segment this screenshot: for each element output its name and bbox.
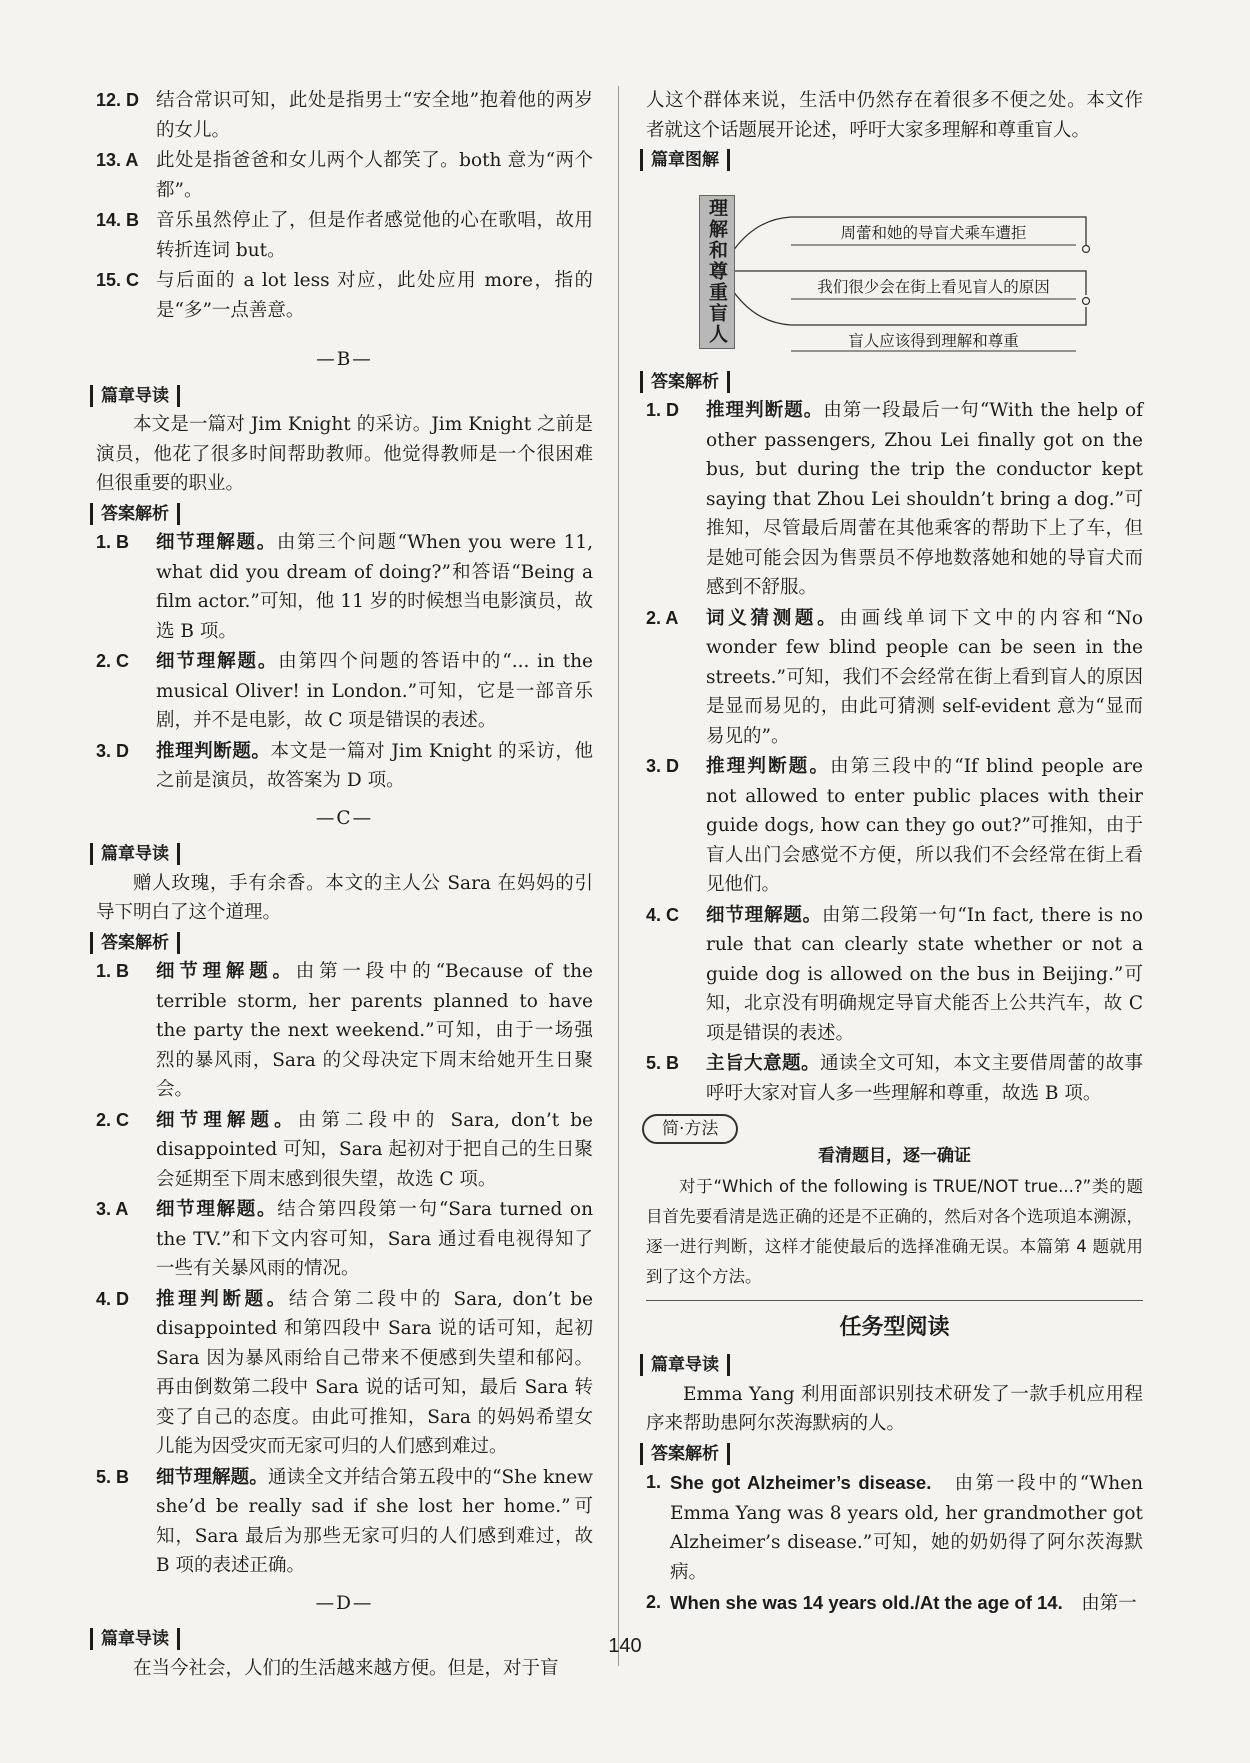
answer-item (646, 396, 1143, 603)
question-type: 细节理解题。 (156, 1466, 269, 1488)
answer-text: 由第四个问题的答语中的“... in the musical Oliver! in London.”可知，它是一部音乐剧，并不是电影，故 C 项是错误的表述。 (156, 651, 593, 731)
answer-num: 2. C (96, 651, 130, 671)
question-type: 细节理解题。 (706, 904, 823, 926)
answer-num: 12. D (96, 90, 140, 110)
answer-item (96, 528, 593, 646)
answer-num: 4. C (646, 904, 680, 925)
answer-num: 1. (646, 1472, 662, 1492)
answer-tag: 答案解析 (90, 932, 180, 954)
page-number: 140 (608, 1635, 642, 1657)
answer-text: 由第三个问题“When you were 11, what did you dream of doing?”和答语“Being a film actor.”可知，他 11 岁的时候想当电影演员，故选 B 项。 (156, 532, 593, 642)
answer-bold: She got Alzheimer’s disease. (670, 1472, 932, 1493)
question-type: 细节理解题。 (156, 1199, 278, 1220)
answer-text: 由第一段中的“Because of the terrible storm, her parents planned to have the party the next weekend.”可知，由于一场强烈的暴风雨，Sara 的父母决定下周末给她开生日聚会。 (156, 961, 593, 1100)
guide-text: 本文是一篇对 Jim Knight 的采访。Jim Knight 之前是演员，他花了很多时间帮助教师。他觉得教师是一个很困难但很重要的职业。 (96, 414, 593, 494)
guide-text: Emma Yang 利用面部识别技术研发了一款手机应用程序来帮助患阿尔茨海默病的人。 (646, 1383, 1143, 1434)
section-label-c: —C— (315, 807, 374, 829)
answer-num: 3. D (646, 756, 680, 776)
answer-num: 2. C (96, 1109, 130, 1130)
answer-num: 3. A (96, 1199, 129, 1219)
answer-text: 结合常识可知，此处是指男士“安全地”抱着他的两岁的女儿。 (156, 90, 593, 141)
answer-num: 4. D (96, 1288, 130, 1309)
left-column (96, 86, 593, 1683)
answer-num: 2. (646, 1592, 662, 1612)
question-type: 细节理解题。 (156, 961, 296, 982)
answer-text: 由画线单词下文中的内容和“No wonder few blind people can be seen in the streets.”可知，我们不会经常在街上看到盲人的原因是显而易见的，由此可猜测 self-evident 意为“显而易见的”。 (706, 607, 1143, 747)
answer-text: 通读全文可知，本文主要借周蕾的故事呼吁大家对盲人多一些理解和尊重，故选 B 项。 (706, 1053, 1143, 1104)
answer-num: 13. A (96, 150, 139, 170)
answer-num: 5. B (646, 1053, 680, 1073)
answer-text: 结合第四段第一句“Sara turned on the TV.”和下文内容可知，Sara 通过看电视得知了一些有关暴风雨的情况。 (156, 1199, 593, 1279)
question-type: 推理判断题。 (706, 400, 824, 421)
answer-text: 结合第二段中的 Sara, don’t be disappointed 和第四段中 Sara 说的话可知，起初 Sara 因为暴风雨给自己带来不便感到失望和郁闷。再由倒数第二段中 Sara 说的话可知，最后 Sara 转变了自己的态度。由此可推知，Sara 的妈妈希望女儿能为因受灾而无家可归的人们感到难过。 (156, 1288, 593, 1457)
question-type: 推理判断题。 (706, 756, 831, 777)
question-type: 推理判断题。 (156, 740, 271, 762)
answer-num: 1. B (96, 961, 130, 981)
answer-item (96, 737, 593, 796)
answer-item (646, 1468, 1143, 1587)
answer-num: 2. A (646, 607, 679, 628)
method-title: 看清题目，逐一确证 (818, 1146, 971, 1166)
answer-item (96, 86, 593, 145)
guide-tag: 篇章导读 (90, 1628, 180, 1650)
answer-bold: When she was 14 years old./At the age of 14. (670, 1592, 1063, 1613)
answer-num: 1. D (646, 400, 680, 420)
answer-item (96, 647, 593, 736)
answer-text: 由第二段第一句“In fact, there is no rule that can clearly state whether or not a guide dog is allowed on the bus in Beijing.”可知，北京没有明确规定导盲犬能否上公共汽车，故 C 项是错误的表述。 (706, 904, 1143, 1044)
answer-text: 由第一段中的“When Emma Yang was 8 years old, her grandmother got Alzheimer’s disease.”可知，她的奶奶得了阿尔茨海默病。 (670, 1473, 1143, 1583)
guide-text-continued: 人这个群体来说，生活中仍然存在着很多不便之处。本文作者就这个话题展开论述，呼吁大家多理解和尊重盲人。 (646, 90, 1143, 141)
answer-item (96, 146, 593, 205)
answer-item (96, 1195, 593, 1284)
answer-item (646, 604, 1143, 752)
answer-text: 本文是一篇对 Jim Knight 的采访，他之前是演员，故答案为 D 项。 (156, 740, 593, 791)
diagram-tag: 篇章图解 (640, 149, 730, 171)
right-column (646, 86, 1143, 1620)
answer-item (96, 957, 593, 1105)
answer-num: 3. D (96, 740, 130, 761)
answer-num: 15. C (96, 270, 140, 290)
answer-tag: 答案解析 (640, 371, 730, 393)
guide-tag: 篇章导读 (640, 1354, 730, 1376)
question-type: 细节理解题。 (156, 532, 277, 553)
answer-item (646, 1588, 1143, 1619)
answer-item (646, 1049, 1143, 1108)
task-reading-title: 任务型阅读 (839, 1314, 950, 1340)
diagram-node-2: 我们很少会在街上看见盲人的原因 (817, 277, 1050, 296)
answer-text: 由第二段中的 Sara, don’t be disappointed 可知，Sara 起初对于把自己的生日聚会延期至下周末感到很失望，故选 C 项。 (156, 1109, 593, 1190)
answer-item (96, 1106, 593, 1195)
section-label-b: —B— (316, 349, 373, 370)
question-type: 细节理解题。 (156, 651, 279, 672)
answer-text: 此处是指爸爸和女儿两个人都笑了。both 意为“两个都”。 (156, 150, 593, 201)
method-tag: 简·方法 (642, 1114, 738, 1144)
answer-text: 与后面的 a lot less 对应，此处应用 more，指的是“多”一点善意。 (156, 270, 593, 321)
diagram-root: 理解和尊重盲人 (699, 195, 735, 349)
answer-num: 1. B (96, 532, 130, 552)
answer-text: 由第一段最后一句“With the help of other passengers, Zhou Lei finally got on the bus, but during the trip the conductor kept saying that Zhou Lei shouldn’t bring a dog.”可推知，尽管最后周蕾在其他乘客的帮助下上了车，但是她可能会因为售票员不停地数落她和她的导盲犬而感到不舒服。 (706, 400, 1143, 598)
answer-list-a (96, 86, 593, 325)
answer-item (646, 901, 1143, 1049)
answer-item (646, 752, 1143, 900)
column-divider (618, 86, 619, 1666)
method-text: 对于“Which of the following is TRUE/NOT true...?”类的题目首先要看清是选正确的还是不正确的，然后对各个选项追本溯源，逐一进行判断，这样才能使最后的选择准确无误。本篇第 4 题就用到了这个方法。 (646, 1176, 1143, 1286)
question-type: 词义猜测题。 (706, 607, 840, 629)
structure-diagram (646, 179, 1143, 365)
answer-tag: 答案解析 (90, 503, 180, 525)
answer-text: 通读全文并结合第五段中的“She knew she’d be really sad if she lost her home.”可知，Sara 最后为那些无家可归的人们感到难过，故 B 项的表述正确。 (156, 1466, 593, 1576)
section-label-d: —D— (315, 1592, 374, 1614)
diagram-node-1: 周蕾和她的导盲犬乘车遭拒 (840, 223, 1027, 242)
question-type: 主旨大意题。 (706, 1053, 821, 1074)
answer-num: 5. B (96, 1466, 130, 1487)
answer-tag: 答案解析 (640, 1443, 730, 1465)
answer-text: 由第一 (1081, 1593, 1137, 1614)
answer-text: 由第三段中的“If blind people are not allowed to enter public places with their guide dogs, how can they go out?”可推知，由于盲人出门会感觉不方便，所以我们不会经常在街上看见他们。 (706, 756, 1143, 895)
answer-text: 音乐虽然停止了，但是作者感觉他的心在歌唱，故用转折连词 but。 (156, 210, 593, 261)
question-type: 推理判断题。 (156, 1288, 289, 1310)
guide-tag: 篇章导读 (90, 843, 180, 865)
answer-num: 14. B (96, 210, 140, 230)
answer-item (96, 206, 593, 265)
method-box (646, 1114, 1143, 1301)
diagram-node-3: 盲人应该得到理解和尊重 (848, 331, 1019, 350)
answer-item (96, 266, 593, 325)
guide-text: 在当今社会，人们的生活越来越方便。但是，对于盲 (133, 1657, 559, 1679)
answer-item (96, 1463, 593, 1581)
answer-item (96, 1285, 593, 1462)
guide-tag: 篇章导读 (90, 385, 180, 407)
guide-text: 赠人玫瑰，手有余香。本文的主人公 Sara 在妈妈的引导下明白了这个道理。 (96, 872, 593, 923)
question-type: 细节理解题。 (156, 1109, 298, 1131)
